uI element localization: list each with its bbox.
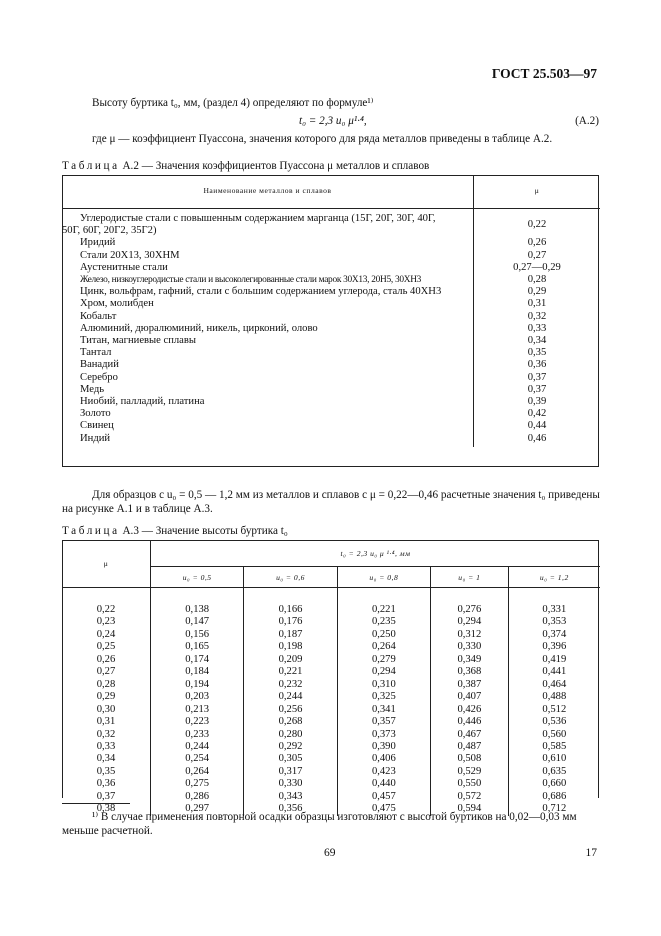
table-a2-name-cell: Иридий (80, 237, 116, 249)
table-a3-value-cell: 0,294 (337, 666, 430, 678)
table-a3-value-cell: 0,423 (337, 766, 430, 778)
table-a2-name-cell: Ниобий, палладий, платина (80, 396, 205, 408)
table-a2-name-cell: Золото (80, 408, 111, 420)
document-id: ГОСТ 25.503—97 (491, 66, 597, 81)
table-a3-value-cell: 0,331 (508, 604, 600, 616)
table-row (62, 741, 600, 753)
table-a3-value-cell: 0,457 (337, 791, 430, 803)
table-a2-mu-cell: 0,37 (474, 384, 601, 396)
table-a3-mu-cell: 0,37 (62, 791, 151, 803)
table-a3-value-cell: 0,464 (508, 679, 600, 691)
table-a3-value-cell: 0,184 (185, 666, 210, 678)
table-a3-caption-text: А.3 — Значение высоты буртика t₀ (122, 525, 288, 537)
table-a3-value-cell: 0,550 (431, 778, 509, 790)
table-a2-name-cell: Алюминий, дюралюминий, никель, цирконий, олово (80, 322, 318, 334)
table-row (62, 679, 600, 691)
table-a3-mu-cell: 0,29 (62, 691, 151, 703)
table-a3-value-cell: 0,396 (508, 641, 600, 653)
table-a3-value-cell: 0,660 (508, 778, 600, 790)
table-a3-value-cell: 0,529 (431, 766, 509, 778)
table-row (62, 396, 600, 408)
table-row (62, 250, 600, 262)
table-a3-value-cell: 0,317 (244, 766, 337, 778)
table-a3-value-cell: 0,244 (185, 740, 210, 752)
table-a3-value-cell: 0,264 (337, 641, 430, 653)
table-a2-name-cell: Стали 20Х13, 30ХНМ (80, 249, 180, 261)
table-row (62, 691, 600, 703)
table-a3-value-cell: 0,610 (508, 753, 600, 765)
table-row (62, 791, 600, 803)
table-row (62, 209, 600, 238)
table-a3-mu-cell: 0,26 (62, 654, 151, 666)
table-a3-subheader: u₀ = 0,8 (337, 567, 430, 588)
table-a3-mu-cell: 0,25 (62, 641, 151, 653)
table-a2-mu-cell: 0,35 (474, 347, 601, 359)
table-row (62, 311, 600, 323)
table-a2-name-cell: Титан, магниевые сплавы (80, 335, 196, 347)
table-a3-mu-cell: 0,35 (62, 766, 151, 778)
table-a3-value-cell: 0,353 (508, 616, 600, 628)
table-row (62, 408, 600, 420)
table-a2-caption-text: А.2 — Значения коэффициентов Пуассона μ металлов и сплавов (122, 160, 430, 172)
table-a3-subheader: u₀ = 1,2 (508, 567, 600, 588)
table-a2-caption-prefix: Таблица (62, 160, 120, 172)
table-a2-mu-cell: 0,32 (474, 311, 601, 323)
table-a3-value-cell: 0,341 (337, 704, 430, 716)
table-a3-value-cell: 0,446 (431, 716, 509, 728)
table-a2-name-cell: Ванадий (80, 359, 119, 371)
table-a3-value-cell: 0,176 (244, 616, 337, 628)
table-a3-value-cell: 0,174 (185, 653, 210, 665)
table-a2-mu-cell: 0,22 (474, 209, 601, 238)
table-a3-value-cell: 0,223 (185, 716, 210, 728)
table-a3-value-cell: 0,325 (337, 691, 430, 703)
table-a2-mu-cell: 0,37 (474, 372, 601, 384)
table-a3-value-cell: 0,233 (185, 728, 210, 740)
table-a3-value-cell: 0,294 (431, 616, 509, 628)
table-a3-value-cell: 0,187 (244, 629, 337, 641)
table-a3-mu-cell: 0,23 (62, 616, 151, 628)
table-a3-value-cell: 0,198 (244, 641, 337, 653)
table-row (62, 729, 600, 741)
table-a2-caption (62, 160, 429, 172)
table-a3-value-cell: 0,635 (508, 766, 600, 778)
table-a3-caption-prefix: Таблица (62, 525, 120, 537)
table-a3-value-cell: 0,256 (244, 704, 337, 716)
table-row (62, 616, 600, 628)
table-a2-mu-cell: 0,31 (474, 298, 601, 310)
table-a2-mu-cell: 0,34 (474, 335, 601, 347)
table-row (62, 716, 600, 728)
table-row (62, 335, 600, 347)
table-row (62, 262, 600, 274)
table-a3-value-cell: 0,594 (431, 803, 509, 815)
table-a2-mu-cell: 0,29 (474, 286, 601, 298)
table-a3-value-cell: 0,305 (244, 753, 337, 765)
table-a2-header-name: Наименование металлов и сплавов (62, 175, 474, 209)
table-a2-name-cell: Аустенитные стали (80, 261, 168, 273)
table-a3-value-cell: 0,712 (508, 803, 600, 815)
table-row (62, 666, 600, 678)
table-a3-value-cell: 0,276 (431, 604, 509, 616)
table-a2-name-cell: Свинец (80, 420, 114, 432)
table-a3-header-mu: μ (62, 540, 151, 588)
table-row (62, 372, 600, 384)
table-a3-value-cell: 0,349 (431, 654, 509, 666)
table-a3-mu-cell: 0,34 (62, 753, 151, 765)
table-a3-value-cell: 0,467 (431, 729, 509, 741)
table-a3-mu-cell: 0,31 (62, 716, 151, 728)
table-a3-value-cell: 0,387 (431, 679, 509, 691)
table-a3-value-cell: 0,156 (185, 628, 210, 640)
intro-line-2: где μ — коэффициент Пуассона, значения которого для ряда металлов приведены в таблице А.2. (92, 133, 553, 145)
table-row (62, 420, 600, 432)
table-a3-value-cell: 0,374 (508, 629, 600, 641)
table-a3-value-cell: 0,572 (431, 791, 509, 803)
table-a3-value-cell: 0,426 (431, 704, 509, 716)
table-a3-value-cell: 0,203 (185, 691, 210, 703)
table-a3-value-cell: 0,235 (337, 616, 430, 628)
table-a3-mu-cell: 0,38 (62, 803, 151, 815)
table-row (62, 237, 600, 249)
table-a2-mu-cell: 0,27—0,29 (474, 262, 601, 274)
table-a3-mu-cell: 0,33 (62, 741, 151, 753)
table-a3-value-cell: 0,213 (185, 703, 210, 715)
table-a3-value-cell: 0,310 (337, 679, 430, 691)
table-row (62, 347, 600, 359)
table-a3-value-cell: 0,264 (185, 765, 210, 777)
para2-line-2: на рисунке А.1 и в таблице А.3. (62, 503, 213, 515)
table-a2 (62, 175, 600, 447)
table-a3-value-cell: 0,686 (508, 791, 600, 803)
table-row (62, 359, 600, 371)
table-a2-name-cell: Тантал (80, 347, 112, 359)
table-a2-name-cell: Индий (80, 432, 111, 444)
table-a3-group-header: t₀ = 2,3 u₀ μ ¹·⁴, мм (340, 548, 411, 558)
table-a2-mu-cell: 0,36 (474, 359, 601, 371)
footnote-divider (62, 803, 130, 804)
table-a3-value-cell: 0,373 (337, 729, 430, 741)
table-row (62, 323, 600, 335)
table-a3-value-cell: 0,232 (244, 679, 337, 691)
footnote-line-1: ¹⁾ В случае применения повторной осадки образцы изготовляют с высотой буртиков на 0,02—0,03 мм (92, 811, 577, 823)
formula: t₀ = 2,3 u₀ μ¹·⁴, (299, 115, 367, 127)
table-a3-subheader: u₀ = 1 (431, 567, 509, 588)
table-a3-value-cell: 0,165 (185, 641, 210, 653)
table-a2-name-cell: Медь (80, 383, 105, 395)
table-row (62, 704, 600, 716)
table-a3-value-cell: 0,368 (431, 666, 509, 678)
table-a3 (62, 540, 600, 816)
table-row (62, 604, 600, 616)
table-a3-value-cell: 0,275 (185, 778, 210, 790)
table-a3-mu-cell: 0,32 (62, 729, 151, 741)
table-a2-mu-cell: 0,39 (474, 396, 601, 408)
table-a2-name-cell: Кобальт (80, 310, 117, 322)
table-a3-value-cell: 0,585 (508, 741, 600, 753)
table-a3-subheader: u₀ = 0,5 (151, 567, 244, 588)
table-a3-value-cell: 0,138 (185, 604, 210, 615)
table-row (62, 384, 600, 396)
table-a3-value-cell: 0,406 (337, 753, 430, 765)
table-a3-value-cell: 0,441 (508, 666, 600, 678)
table-row (62, 654, 600, 666)
table-a3-value-cell: 0,250 (337, 629, 430, 641)
table-a2-mu-cell: 0,28 (474, 274, 601, 286)
table-a2-name-cell: Железо, низкоуглеродистые стали и высоколегированные стали марок 30Х13, 20Н5, 30ХН3 (80, 275, 422, 286)
table-a3-value-cell: 0,440 (337, 778, 430, 790)
sheet-number: 17 (585, 847, 597, 859)
table-a3-caption (62, 525, 288, 537)
table-a3-value-cell: 0,209 (244, 654, 337, 666)
intro-line-1: Высоту буртика t₀, мм, (раздел 4) определяют по формуле¹⁾ (92, 97, 374, 109)
table-row (62, 778, 600, 790)
table-a3-value-cell: 0,244 (244, 691, 337, 703)
table-a3-value-cell: 0,312 (431, 629, 509, 641)
table-a3-body (62, 604, 600, 816)
table-a3-value-cell: 0,268 (244, 716, 337, 728)
para2-line-1: Для образцов с u₀ = 0,5 — 1,2 мм из металлов и сплавов с μ = 0,22—0,46 расчетные значения t₀ приведены (92, 489, 600, 501)
table-a2-name-line1: Углеродистые стали с повышенным содержанием марганца (15Г, 20Г, 30Г, 40Г, (80, 213, 436, 224)
table-a3-value-cell: 0,147 (185, 616, 210, 628)
table-a3-value-cell: 0,279 (337, 654, 430, 666)
table-a3-value-cell: 0,508 (431, 753, 509, 765)
table-a3-value-cell: 0,475 (337, 803, 430, 815)
table-a3-value-cell: 0,280 (244, 729, 337, 741)
table-a3-mu-cell: 0,22 (62, 604, 151, 616)
footnote-line-2: меньше расчетной. (62, 825, 153, 837)
table-a3-subheader: u₀ = 0,6 (244, 567, 337, 588)
table-a2-name-cell: Хром, молибден (80, 298, 154, 310)
table-row (62, 641, 600, 653)
table-a3-mu-cell: 0,28 (62, 679, 151, 691)
table-row (62, 766, 600, 778)
table-a3-value-cell: 0,356 (244, 803, 337, 815)
table-a3-mu-cell: 0,24 (62, 629, 151, 641)
table-a2-mu-cell: 0,27 (474, 250, 601, 262)
table-a3-value-cell: 0,419 (508, 654, 600, 666)
page-number: 69 (324, 847, 336, 859)
table-a2-name-cell: Серебро (80, 371, 118, 383)
formula-number: (А.2) (575, 115, 599, 127)
table-a3-mu-cell: 0,36 (62, 778, 151, 790)
table-a2-mu-cell: 0,46 (474, 433, 601, 447)
table-row (62, 433, 600, 447)
table-a3-value-cell: 0,488 (508, 691, 600, 703)
table-a3-value-cell: 0,166 (244, 604, 337, 616)
table-a2-name-cell (62, 209, 474, 238)
table-a3-value-cell: 0,254 (185, 753, 210, 765)
table-a2-name-line2: 50Г, 60Г, 20Г2, 35Г2) (62, 225, 157, 237)
table-a3-value-cell: 0,357 (337, 716, 430, 728)
table-a3-value-cell: 0,512 (508, 704, 600, 716)
table-a3-value-cell: 0,487 (431, 741, 509, 753)
table-a3-value-cell: 0,343 (244, 791, 337, 803)
table-row (62, 274, 600, 286)
table-a2-header-mu: μ (474, 175, 601, 209)
table-a2-name-cell: Цинк, вольфрам, гафний, стали с большим содержанием углерода, сталь 40ХН3 (80, 286, 442, 298)
table-a3-mu-cell: 0,30 (62, 704, 151, 716)
table-a2-mu-cell: 0,33 (474, 323, 601, 335)
table-a3-value-cell: 0,330 (244, 778, 337, 790)
table-a2-mu-cell: 0,42 (474, 408, 601, 420)
table-row (62, 629, 600, 641)
table-a3-value-cell: 0,536 (508, 716, 600, 728)
table-a3-value-cell: 0,286 (185, 790, 210, 802)
table-a3-value-cell: 0,221 (337, 604, 430, 616)
table-a2-mu-cell: 0,44 (474, 420, 601, 432)
table-a3-mu-cell: 0,27 (62, 666, 151, 678)
table-row (62, 286, 600, 298)
table-a3-value-cell: 0,407 (431, 691, 509, 703)
table-a3-value-cell: 0,330 (431, 641, 509, 653)
table-row (62, 298, 600, 310)
table-a3-value-cell: 0,390 (337, 741, 430, 753)
table-row (62, 753, 600, 765)
table-a3-value-cell: 0,221 (244, 666, 337, 678)
table-a3-value-cell: 0,297 (185, 803, 210, 815)
table-a3-value-cell: 0,194 (185, 678, 210, 690)
table-a2-mu-cell: 0,26 (474, 237, 601, 249)
table-a3-value-cell: 0,560 (508, 729, 600, 741)
table-a3-value-cell: 0,292 (244, 741, 337, 753)
